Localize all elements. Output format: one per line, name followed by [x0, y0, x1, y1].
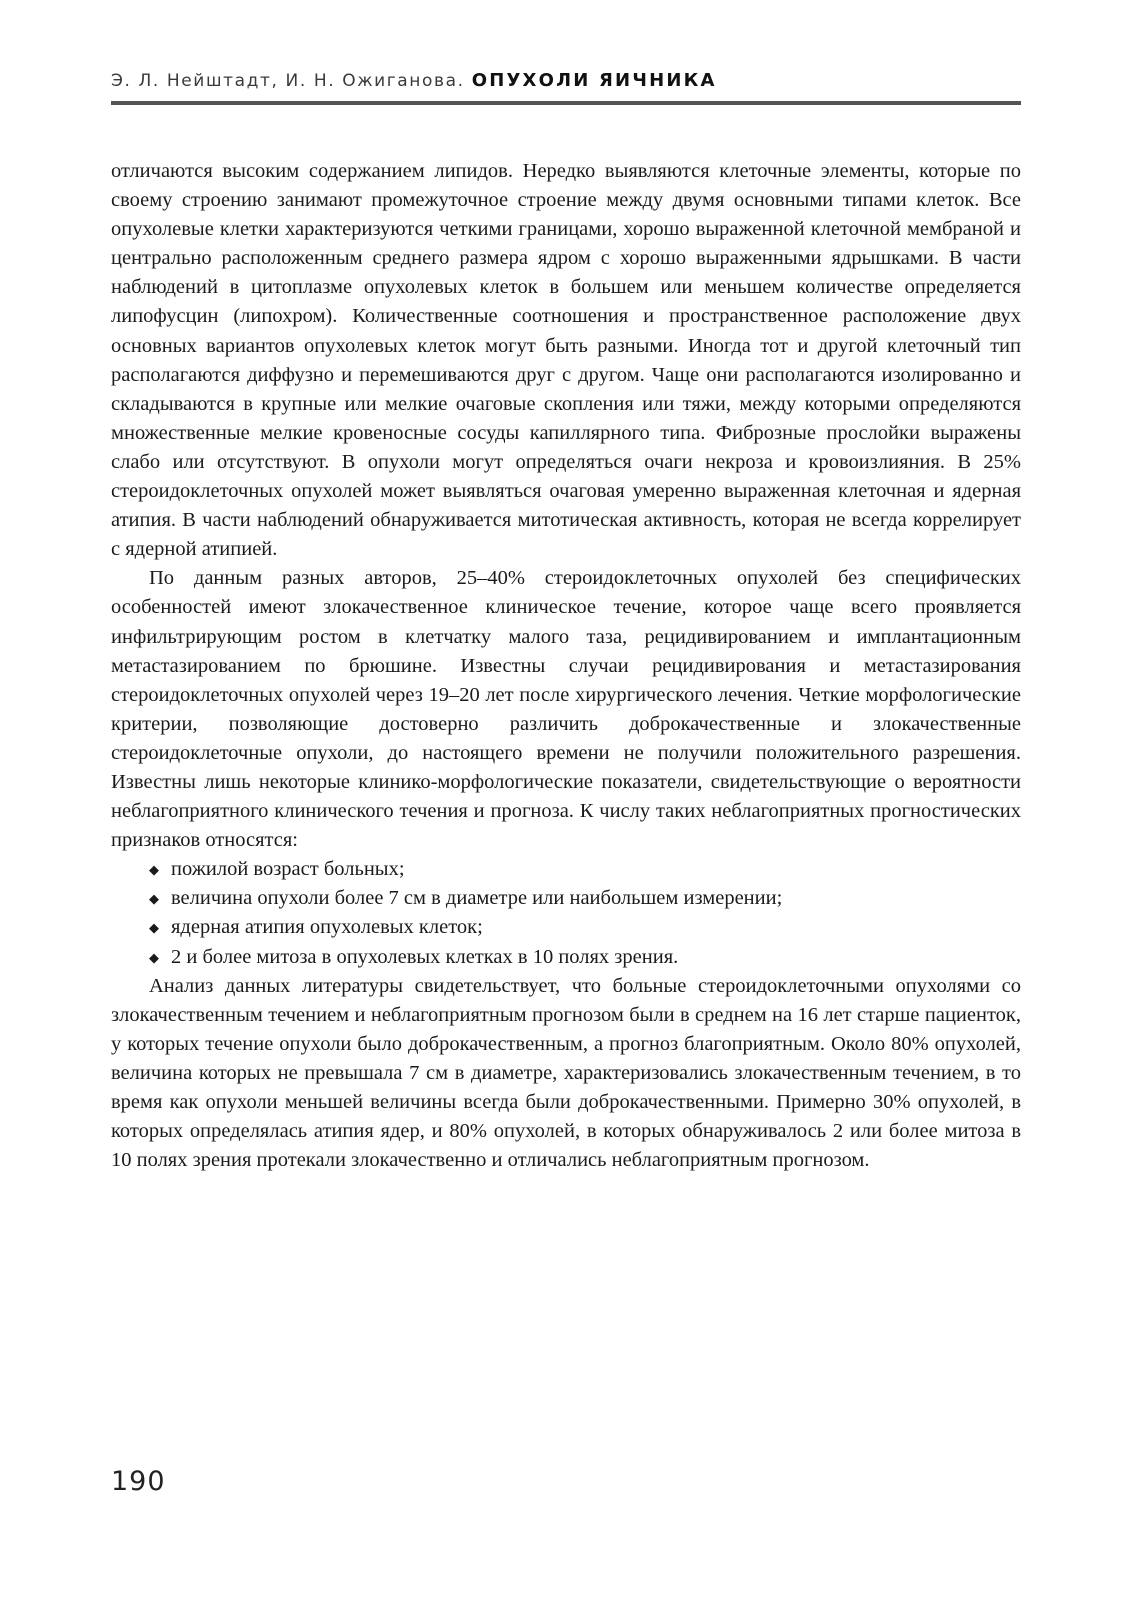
page-body [111, 157, 1021, 1175]
list-item-text: величина опухоли более 7 см в диаметре или наибольшем измерении; [171, 887, 783, 910]
body-paragraph: Анализ данных литературы свидетельствует, что больные стероидоклеточными опухолями со злокачественным течением и неблагоприятным прогнозом были в среднем на 16 лет старше пациенток, у которых течение опухоли было доброкачественным, а прогноз благоприятным. Около 80% опухолей, величина которых не превышала 7 см в диаметре, характеризовались злокачественным течением, в то время как опухоли меньшей величины всегда были доброкачественными. Примерно 30% опухолей, в которых определялась атипия ядер, и 80% опухолей, в которых обнаруживалось 2 или более митоза в 10 полях зрения протекали злокачественно и отличались неблагоприятным прогнозом. [111, 974, 1021, 1172]
running-header [111, 70, 1021, 91]
list-item [149, 855, 1021, 884]
criteria-list [111, 855, 1021, 971]
list-item-text: 2 и более митоза в опухолевых клетках в 10 полях зрения. [171, 945, 679, 968]
body-paragraph: отличаются высоким содержанием липидов. Нередко выявляются клеточные элементы, которые по своему строению занимают промежуточное строение между двумя основными типами клеток. Все опухолевые клетки характеризуются четкими границами, хорошо выраженной клеточной мембраной и центрально расположенным среднего размера ядром с хорошо выраженными ядрышками. В части наблюдений в цитоплазме опухолевых клеток в большем или меньшем количестве определяется липофусцин (липохром). Количественные соотношения и пространственное расположение двух основных вариантов опухолевых клеток могут быть разными. Иногда тот и другой клеточный тип располагаются диффузно и перемешиваются друг с другом. Чаще они располагаются изолированно и складываются в крупные или мелкие очаговые скопления или тяжи, между которыми определяются множественные мелкие кровеносные сосуды капиллярного типа. Фиброзные прослойки выражены слабо или отсутствуют. В опухоли могут определяться очаги некроза и кровоизлияния. В 25% стероидоклеточных опухолей может выявляться очаговая умеренно выраженная клеточная и ядерная атипия. В части наблюдений обнаруживается митотическая активность, которая не всегда коррелирует с ядерной атипией. [111, 160, 1021, 561]
list-item [149, 913, 1021, 942]
list-item-text: ядерная атипия опухолевых клеток; [171, 916, 483, 939]
page-number: 190 [111, 1466, 166, 1497]
list-item [149, 943, 1021, 972]
header-rule [111, 101, 1021, 105]
header-authors: Э. Л. Нейштадт, И. Н. Ожиганова. [111, 71, 465, 91]
list-item-text: пожилой возраст больных; [171, 858, 405, 881]
diamond-bullet-icon: ◆ [149, 891, 159, 907]
diamond-bullet-icon: ◆ [149, 920, 159, 936]
body-paragraph: По данным разных авторов, 25–40% стероидоклеточных опухолей без специфических особенностей имеют злокачественное клиническое течение, которое чаще всего проявляется инфильтрирующим ростом в клетчатку малого таза, рецидивированием и имплантационным метастазированием по брюшине. Известны случаи рецидивирования и метастазирования стероидоклеточных опухолей через 19–20 лет после хирургического лечения. Четкие морфологические критерии, позволяющие достоверно различить доброкачественные и злокачественные стероидоклеточные опухоли, до настоящего времени не получили положительного разрешения. Известны лишь некоторые клинико-морфологические показатели, свидетельствующие о вероятности неблагоприятного клинического течения и прогноза. К числу таких неблагоприятных прогностических признаков относятся: [111, 567, 1021, 852]
header-title: ОПУХОЛИ ЯИЧНИКА [471, 70, 717, 91]
diamond-bullet-icon: ◆ [149, 949, 159, 965]
list-item [149, 884, 1021, 913]
diamond-bullet-icon: ◆ [149, 862, 159, 878]
